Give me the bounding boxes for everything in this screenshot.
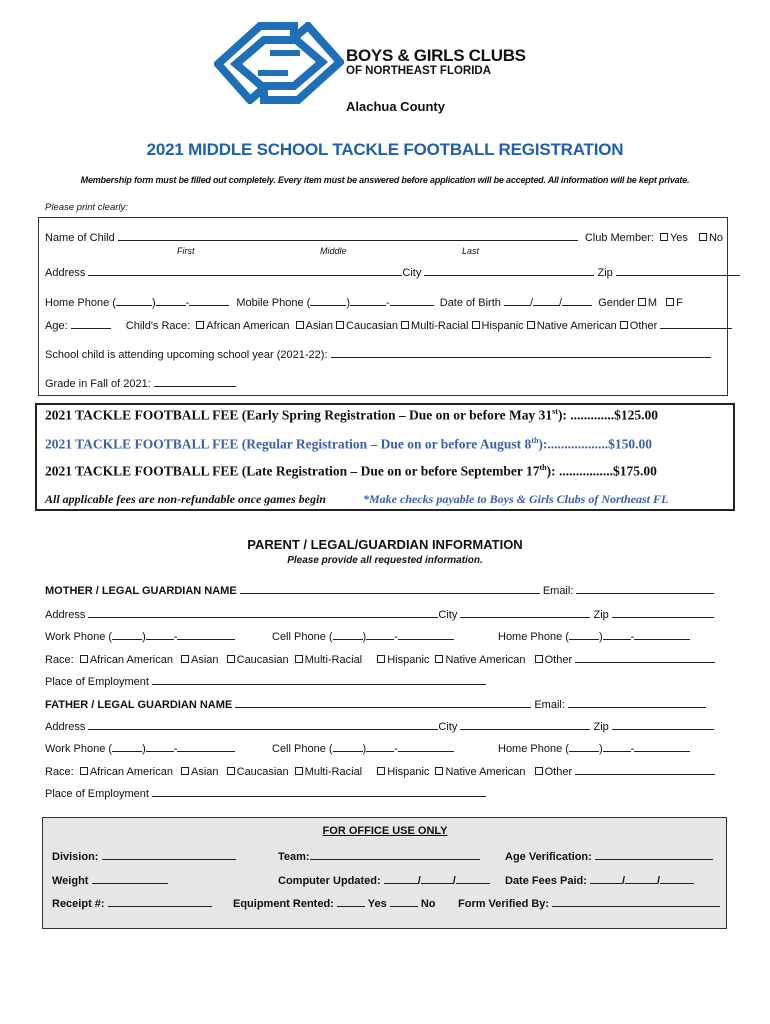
child-race-native-american-checkbox[interactable] (527, 321, 535, 329)
mother-work-phone-label: Work Phone ( (45, 631, 113, 643)
logo (214, 22, 344, 104)
receipt-input[interactable] (108, 896, 212, 907)
mother-race-label: Race: (45, 654, 74, 666)
father-employment-input[interactable] (152, 786, 486, 797)
mobile-phone-number-input[interactable] (390, 295, 434, 306)
gender-m-label: M (647, 297, 658, 309)
child-address-row (45, 265, 740, 279)
father-email-input[interactable] (568, 697, 706, 708)
father-home-phone: Home Phone ( ) - (498, 741, 690, 755)
mother-race-option: Native American (445, 654, 526, 666)
father-name-row (45, 697, 706, 711)
father-home-phone-label: Home Phone ( (498, 743, 569, 755)
home-phone-number-input[interactable] (189, 295, 229, 306)
dob-year-input[interactable] (562, 295, 592, 306)
fee-late-sup: th (539, 463, 547, 472)
father-race-option: Hispanic (387, 766, 430, 778)
child-race-option: Caucasian (346, 320, 399, 332)
dob-month-input[interactable] (504, 295, 530, 306)
child-race-african-american-checkbox[interactable] (196, 321, 204, 329)
home-phone-area-input[interactable] (116, 295, 152, 306)
grade-row (45, 376, 236, 390)
mother-address-label: Address (45, 609, 86, 621)
school-row (45, 347, 711, 361)
receipt-label: Receipt #: (52, 898, 105, 910)
father-race-hispanic-checkbox[interactable] (377, 767, 385, 775)
mother-employment-input[interactable] (152, 674, 486, 685)
mother-race-option: Other (544, 654, 573, 666)
child-race-option: Hispanic (481, 320, 524, 332)
club-member-label: Club Member: (584, 232, 654, 244)
mother-city-label: City (438, 609, 458, 621)
mother-employment-label: Place of Employment (45, 676, 149, 688)
mother-name-label: MOTHER / LEGAL GUARDIAN NAME (45, 585, 237, 597)
child-zip-input[interactable] (616, 265, 740, 276)
child-name-input[interactable] (118, 230, 578, 241)
mother-work-phone-prefix-input[interactable] (146, 629, 174, 640)
father-city-input[interactable] (460, 719, 590, 730)
home-phone-prefix-input[interactable] (156, 295, 186, 306)
father-race-caucasian-checkbox[interactable] (227, 767, 235, 775)
first-sublabel: First (177, 246, 195, 256)
grade-label: Grade in Fall of 2021: (45, 378, 151, 390)
mother-race-other-checkbox[interactable] (535, 655, 543, 663)
division-label: Division: (52, 851, 99, 863)
mother-race-caucasian-checkbox[interactable] (227, 655, 235, 663)
child-phone-row: Home Phone ( ) - Mobile Phone ( ) - Date of Birth / / Gender M F (45, 297, 683, 309)
gender-f-label: F (676, 297, 683, 309)
father-zip-input[interactable] (612, 719, 714, 730)
father-email-label: Email: (534, 699, 565, 711)
middle-sublabel: Middle (320, 246, 347, 256)
equipment-rented-no-label: No (420, 898, 436, 910)
fee-early-text: 2021 TACKLE FOOTBALL FEE (Early Spring Registration – Due on or before May 31 (45, 407, 553, 423)
grade-input[interactable] (154, 376, 236, 387)
child-race-option: African American (206, 320, 290, 332)
mother-race-row (45, 652, 715, 666)
mother-city-input[interactable] (460, 607, 590, 618)
team-input[interactable] (310, 849, 480, 860)
mother-race-hispanic-checkbox[interactable] (377, 655, 385, 663)
page-title: 2021 MIDDLE SCHOOL TACKLE FOOTBALL REGISTRATION (146, 140, 624, 159)
child-race-option: Multi-Racial (411, 320, 469, 332)
age-label: Age: (45, 320, 68, 332)
computer-updated-month-input[interactable] (384, 873, 418, 884)
father-cell-phone: Cell Phone ( ) - (272, 741, 454, 755)
father-cell-phone-label: Cell Phone ( (272, 743, 333, 755)
child-race-option: Native American (536, 320, 617, 332)
equipment-rented-yes-label: Yes (367, 898, 387, 910)
weight-input[interactable] (92, 873, 168, 884)
office-team (278, 849, 480, 863)
office-form-verified (458, 896, 720, 910)
child-race-asian-checkbox[interactable] (296, 321, 304, 329)
home-phone-label: Home Phone ( (45, 297, 116, 309)
mother-work-phone-number-input[interactable] (177, 629, 235, 640)
child-name-label: Name of Child (45, 232, 115, 244)
father-home-phone-prefix-input[interactable] (603, 741, 631, 752)
father-race-other-checkbox[interactable] (535, 767, 543, 775)
father-home-phone-area-input[interactable] (569, 741, 599, 752)
father-employment-row (45, 786, 486, 800)
child-city-input[interactable] (424, 265, 594, 276)
parent-heading: PARENT / LEGAL/GUARDIAN INFORMATION (247, 537, 523, 552)
age-verification-input[interactable] (595, 849, 713, 860)
club-member-no-checkbox[interactable] (699, 233, 707, 241)
child-race-label: Child's Race: (125, 320, 191, 332)
mobile-phone-label: Mobile Phone ( (236, 297, 311, 309)
father-home-phone-number-input[interactable] (634, 741, 690, 752)
org-name-line2: OF NORTHEAST FLORIDA (346, 65, 492, 77)
club-member-no-label: No (708, 232, 724, 244)
office-weight (52, 873, 168, 887)
fee-early (45, 407, 658, 424)
father-race-row (45, 764, 715, 778)
child-race-caucasian-checkbox[interactable] (336, 321, 344, 329)
nonrefundable-note: All applicable fees are non-refundable once games begin (45, 492, 326, 506)
computer-updated-day-input[interactable] (421, 873, 453, 884)
mother-cell-phone-label: Cell Phone ( (272, 631, 333, 643)
fee-late-amount: ): ................$175.00 (546, 463, 657, 479)
weight-label: Weight (52, 875, 89, 887)
child-city-label: City (402, 267, 422, 279)
mother-zip-label: Zip (593, 609, 609, 621)
child-race-other-input[interactable] (660, 318, 732, 329)
mother-home-phone-number-input[interactable] (634, 629, 690, 640)
office-age-verification (505, 849, 713, 863)
father-work-phone: Work Phone ( ) - (45, 741, 235, 755)
father-cell-phone-prefix-input[interactable] (366, 741, 394, 752)
father-race-native-american-checkbox[interactable] (435, 767, 443, 775)
parent-subheading: Please provide all requested information. (287, 555, 483, 566)
date-fees-paid-month-input[interactable] (590, 873, 622, 884)
father-name-input[interactable] (235, 697, 531, 708)
fee-early-sup: st (552, 407, 558, 416)
child-address-label: Address (45, 267, 86, 279)
office-heading: FOR OFFICE USE ONLY (322, 825, 448, 837)
bgc-hands-logo-icon (214, 22, 344, 104)
gender-f-checkbox[interactable] (666, 298, 674, 306)
father-work-phone-label: Work Phone ( (45, 743, 113, 755)
mother-zip-input[interactable] (612, 607, 714, 618)
father-race-option: Asian (191, 766, 219, 778)
father-race-multiracial-checkbox[interactable] (295, 767, 303, 775)
office-date-fees-paid: Date Fees Paid: / / (505, 873, 694, 887)
father-employment-label: Place of Employment (45, 788, 149, 800)
last-sublabel: Last (462, 246, 480, 256)
mother-address-row (45, 607, 714, 621)
school-label: School child is attending upcoming school year (2021-22): (45, 349, 328, 361)
father-name-label: FATHER / LEGAL GUARDIAN NAME (45, 699, 233, 711)
mother-race-option: Multi-Racial (304, 654, 363, 666)
child-zip-label: Zip (597, 267, 613, 279)
mother-work-phone-area-input[interactable] (112, 629, 142, 640)
child-race-option: Other (629, 320, 658, 332)
membership-note: Membership form must be filled out completely. Every item must be answered before application will be accepted. All information will be kept private. (80, 175, 690, 185)
date-fees-paid-year-input[interactable] (660, 873, 694, 884)
fee-early-amount: ): .............$125.00 (557, 407, 659, 423)
office-division (52, 849, 236, 863)
office-receipt (52, 896, 212, 910)
child-race-other-checkbox[interactable] (620, 321, 628, 329)
equipment-rented-no-input[interactable] (390, 896, 418, 907)
mother-race-multiracial-checkbox[interactable] (295, 655, 303, 663)
equipment-rented-yes-input[interactable] (337, 896, 365, 907)
father-race-option: Multi-Racial (304, 766, 363, 778)
father-race-african-american-checkbox[interactable] (80, 767, 88, 775)
child-race-hispanic-checkbox[interactable] (472, 321, 480, 329)
mother-name-row (45, 583, 714, 597)
fee-late (45, 463, 657, 480)
mother-address-input[interactable] (88, 607, 438, 618)
checks-payable-note: *Make checks payable to Boys & Girls Clubs of Northeast FL (363, 492, 669, 506)
child-race-row (45, 318, 732, 332)
date-fees-paid-label: Date Fees Paid: (505, 875, 587, 887)
fee-late-text: 2021 TACKLE FOOTBALL FEE (Late Registration – Due on or before September 17 (45, 463, 540, 479)
child-race-multiracial-checkbox[interactable] (401, 321, 409, 329)
fee-regular-text: 2021 TACKLE FOOTBALL FEE (Regular Registration – Due on or before August 8 (45, 436, 532, 452)
dob-day-input[interactable] (533, 295, 559, 306)
mother-email-input[interactable] (576, 583, 714, 594)
fee-regular (45, 436, 652, 453)
club-member-yes-checkbox[interactable] (660, 233, 668, 241)
form-verified-input[interactable] (552, 896, 720, 907)
mother-cell-phone-number-input[interactable] (398, 629, 454, 640)
mother-race-native-american-checkbox[interactable] (435, 655, 443, 663)
father-work-phone-number-input[interactable] (177, 741, 235, 752)
office-equipment-rented (233, 896, 436, 910)
father-race-option: Other (544, 766, 573, 778)
mother-cell-phone: Cell Phone ( ) - (272, 629, 454, 643)
dob-label: Date of Birth (439, 297, 501, 309)
father-race-other-input[interactable] (575, 764, 715, 775)
computer-updated-year-input[interactable] (456, 873, 490, 884)
fee-regular-amount: ):..................$150.00 (538, 436, 653, 452)
child-name-row (45, 230, 723, 244)
org-name-line1: BOYS & GIRLS CLUBS (346, 46, 526, 65)
mother-name-input[interactable] (240, 583, 540, 594)
gender-m-checkbox[interactable] (638, 298, 646, 306)
father-cell-phone-area-input[interactable] (333, 741, 363, 752)
child-race-option: Asian (305, 320, 334, 332)
mother-race-option: African American (89, 654, 173, 666)
mother-race-asian-checkbox[interactable] (181, 655, 189, 663)
club-member-yes-label: Yes (669, 232, 688, 244)
office-computer-updated: Computer Updated: / / (278, 873, 490, 887)
father-work-phone-prefix-input[interactable] (146, 741, 174, 752)
father-work-phone-area-input[interactable] (112, 741, 142, 752)
equipment-rented-label: Equipment Rented: (233, 898, 334, 910)
form-verified-label: Form Verified By: (458, 898, 550, 910)
gender-label: Gender (598, 297, 635, 309)
mother-email-label: Email: (542, 585, 574, 597)
mother-race-african-american-checkbox[interactable] (80, 655, 88, 663)
mother-home-phone-area-input[interactable] (569, 629, 599, 640)
father-zip-label: Zip (593, 721, 609, 733)
mother-race-option: Hispanic (387, 654, 430, 666)
father-race-option: Native American (445, 766, 526, 778)
father-address-row (45, 719, 714, 733)
mother-work-phone: Work Phone ( ) - (45, 629, 235, 643)
child-address-input[interactable] (88, 265, 402, 276)
mother-cell-phone-area-input[interactable] (333, 629, 363, 640)
age-input[interactable] (71, 318, 111, 329)
school-input[interactable] (331, 347, 711, 358)
mobile-phone-area-input[interactable] (310, 295, 346, 306)
mother-home-phone: Home Phone ( ) - (498, 629, 690, 643)
mother-race-other-input[interactable] (575, 652, 715, 663)
team-label: Team: (278, 851, 310, 863)
father-city-label: City (438, 721, 458, 733)
father-race-asian-checkbox[interactable] (181, 767, 189, 775)
age-verification-label: Age Verification: (505, 851, 592, 863)
print-note: Please print clearly: (45, 202, 128, 213)
mother-employment-row (45, 674, 486, 688)
computer-updated-label: Computer Updated: (278, 875, 381, 887)
father-cell-phone-number-input[interactable] (398, 741, 454, 752)
father-race-option: African American (89, 766, 173, 778)
mother-home-phone-prefix-input[interactable] (603, 629, 631, 640)
father-address-label: Address (45, 721, 86, 733)
fee-regular-sup: th (531, 436, 539, 445)
mother-race-option: Caucasian (236, 654, 289, 666)
mother-race-option: Asian (191, 654, 219, 666)
mobile-phone-prefix-input[interactable] (350, 295, 386, 306)
father-address-input[interactable] (88, 719, 438, 730)
mother-home-phone-label: Home Phone ( (498, 631, 569, 643)
mother-cell-phone-prefix-input[interactable] (366, 629, 394, 640)
father-race-label: Race: (45, 766, 74, 778)
county-name: Alachua County (346, 99, 445, 114)
father-race-option: Caucasian (236, 766, 289, 778)
date-fees-paid-day-input[interactable] (625, 873, 657, 884)
division-input[interactable] (102, 849, 236, 860)
